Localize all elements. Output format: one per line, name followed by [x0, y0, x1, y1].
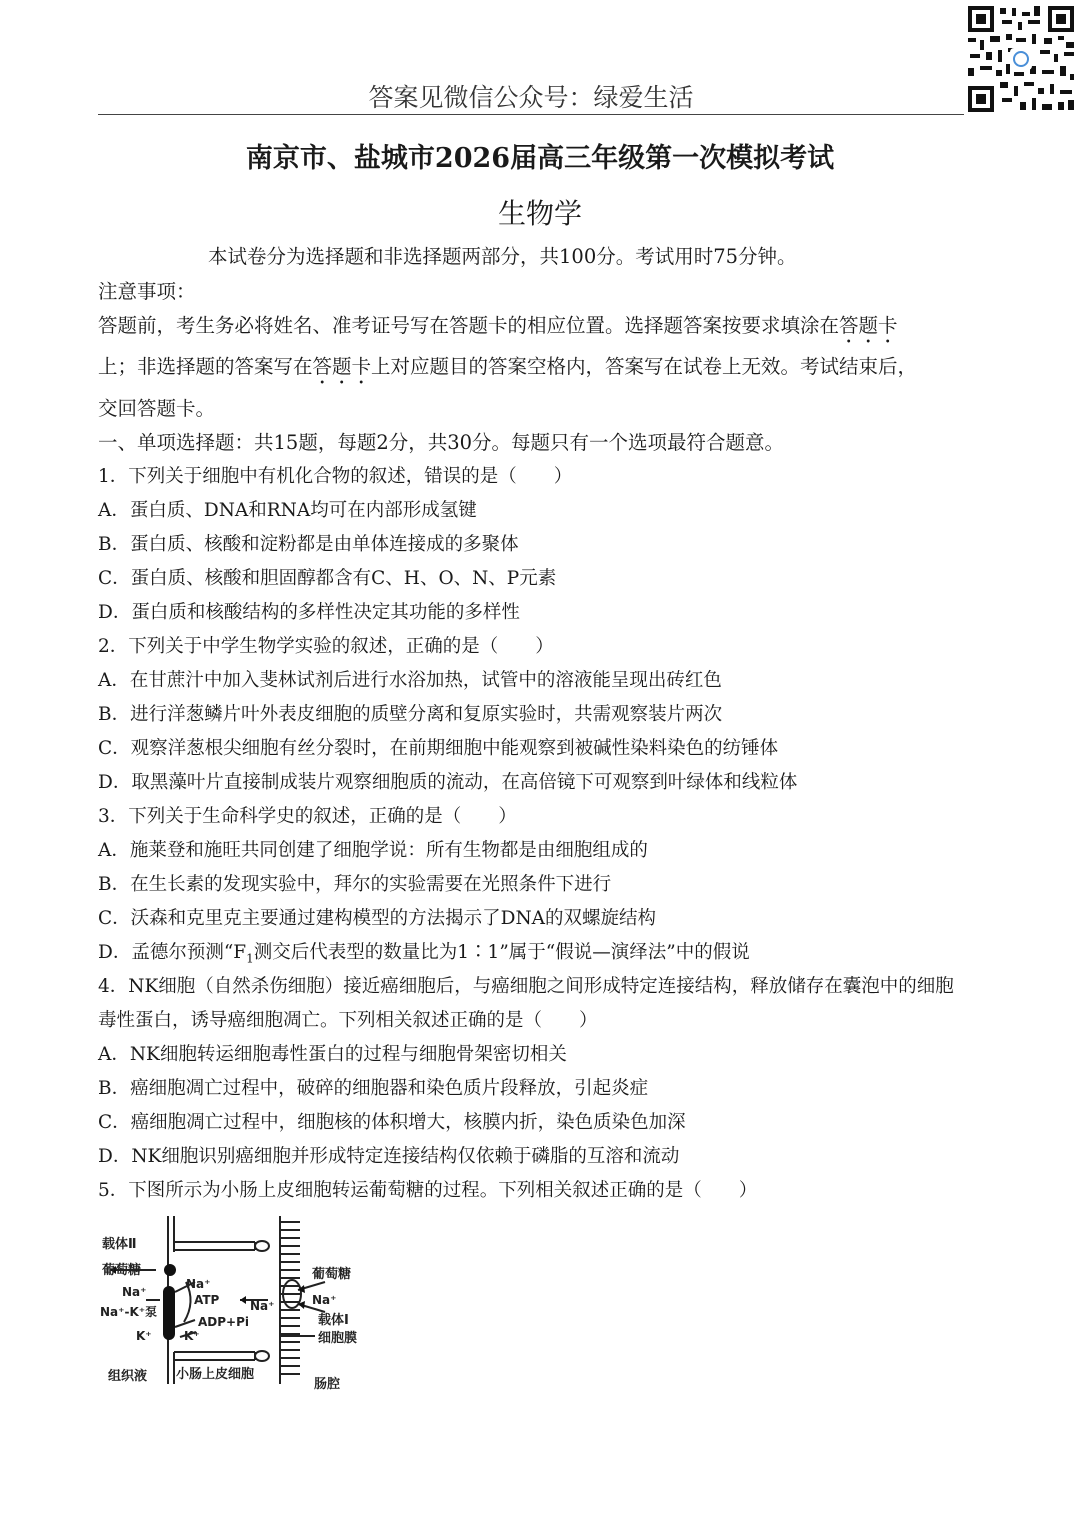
notice-emphasis: 答题卡	[839, 314, 898, 337]
question-1-stem: 1．下列关于细胞中有机化合物的叙述，错误的是（ ）	[98, 466, 573, 487]
question-2-option-a: A．在甘蔗汁中加入斐林试剂后进行水浴加热，试管中的溶液能呈现出砖红色	[98, 670, 722, 691]
subscript: 1	[246, 951, 254, 966]
question-3-stem: 3．下列关于生命科学史的叙述，正确的是（ ）	[98, 806, 517, 827]
header-divider	[98, 114, 964, 115]
qr-code-icon	[966, 4, 1076, 114]
exam-intro: 本试卷分为选择题和非选择题两部分，共100分。考试用时75分钟。	[208, 245, 797, 268]
question-4-option-d: D．NK细胞识别癌细胞并形成特定连接结构仅依赖于磷脂的互溶和流动	[98, 1146, 680, 1167]
label-tissue-fluid: 组织液	[108, 1369, 148, 1384]
question-3-option-d	[98, 938, 750, 966]
label-k-left: K⁺	[136, 1329, 152, 1343]
question-2-option-c: C．观察洋葱根尖细胞有丝分裂时，在前期细胞中能观察到被碱性染料染色的纺锤体	[98, 738, 779, 759]
exam-subject: 生物学	[497, 197, 582, 230]
question-1-option-a: A．蛋白质、DNA和RNA均可在内部形成氢键	[98, 500, 477, 521]
carrier-2-dot	[164, 1264, 176, 1276]
label-carrier-2: 载体Ⅱ	[102, 1237, 137, 1252]
section-heading: 一、单项选择题：共15题，每题2分，共30分。每题只有一个选项最符合题意。	[98, 431, 785, 454]
label-na-left: Na⁺	[122, 1285, 147, 1299]
notice-emphasis: 答题卡	[312, 355, 372, 378]
label-epithelial-cell: 小肠上皮细胞	[176, 1367, 255, 1382]
question-2-option-d: D．取黑藻叶片直接制成装片观察细胞质的流动，在高倍镜下可观察到叶绿体和线粒体	[98, 772, 798, 793]
header-text: 答案见微信公众号：绿爱生活	[368, 83, 694, 112]
question-4-option-c: C．癌细胞凋亡过程中，细胞核的体积增大，核膜内折，染色质染色加深	[98, 1112, 686, 1133]
label-atp: ATP	[194, 1293, 220, 1307]
notice-text: 上对应题目的答案空格内，答案写在试卷上无效。考试结束后，	[371, 355, 918, 378]
notice-line-2	[98, 351, 917, 389]
label-adp: ADP+Pi	[198, 1315, 250, 1329]
label-k-mid: K⁺	[184, 1329, 200, 1343]
label-na-right-2: Na⁺	[250, 1299, 275, 1313]
notice-line-3: 交回答题卡。	[98, 397, 216, 420]
question-2-option-b: B．进行洋葱鳞片叶外表皮细胞的质壁分离和复原实验时，共需观察装片两次	[98, 704, 723, 725]
question-1-option-d: D．蛋白质和核酸结构的多样性决定其功能的多样性	[98, 602, 520, 623]
question-5-stem: 5．下图所示为小肠上皮细胞转运葡萄糖的过程。下列相关叙述正确的是（ ）	[98, 1180, 758, 1201]
notice-text: 答题前，考生务必将姓名、准考证号写在答题卡的相应位置。选择题答案按要求填涂在	[98, 314, 840, 337]
question-3-option-c: C．沃森和克里克主要通过建构模型的方法揭示了DNA的双螺旋结构	[98, 908, 657, 929]
label-carrier-1: 载体Ⅰ	[318, 1313, 349, 1328]
exam-title: 南京市、盐城市2026届高三年级第一次模拟考试	[245, 143, 835, 174]
notice-heading: 注意事项：	[98, 280, 196, 303]
label-lumen: 肠腔	[314, 1377, 341, 1392]
question-1-option-c: C．蛋白质、核酸和胆固醇都含有C、H、O、N、P元素	[98, 568, 557, 589]
question-4-stem-1: 4．NK细胞（自然杀伤细胞）接近癌细胞后，与癌细胞之间形成特定连接结构，释放储存在囊泡中的细胞	[98, 976, 954, 997]
label-glucose-right: 葡萄糖	[312, 1267, 352, 1282]
question-2-stem: 2．下列关于中学生物学实验的叙述，正确的是（ ）	[98, 636, 554, 657]
notice-line-1	[98, 310, 898, 348]
question-4-option-b: B．癌细胞凋亡过程中，破碎的细胞器和染色质片段释放，引起炎症	[98, 1078, 649, 1099]
question-4-stem-2: 毒性蛋白，诱导癌细胞凋亡。下列相关叙述正确的是（ ）	[98, 1010, 598, 1031]
question-1-option-b: B．蛋白质、核酸和淀粉都是由单体连接成的多聚体	[98, 534, 519, 555]
label-na-k-pump: Na⁺-K⁺泵	[100, 1305, 158, 1319]
option-text: 测交后代表型的数量比为1∶1”属于“假说—演绎法”中的假说	[253, 942, 750, 963]
glucose-transport-diagram	[100, 1212, 370, 1400]
question-4-option-a: A．NK细胞转运细胞毒性蛋白的过程与细胞骨架密切相关	[98, 1044, 567, 1065]
question-3-option-a: A．施莱登和施旺共同创建了细胞学说：所有生物都是由细胞组成的	[98, 840, 648, 861]
label-glucose-left: 葡萄糖	[102, 1263, 142, 1278]
notice-text: 上；非选择题的答案写在	[98, 355, 313, 378]
label-membrane: 细胞膜	[318, 1331, 358, 1346]
label-na-mid: Na⁺	[186, 1277, 211, 1291]
option-text: D．孟德尔预测“F	[98, 942, 247, 963]
na-k-pump-shape	[163, 1286, 175, 1340]
label-na-right-1: Na⁺	[312, 1293, 337, 1307]
question-3-option-b: B．在生长素的发现实验中，拜尔的实验需要在光照条件下进行	[98, 874, 612, 895]
